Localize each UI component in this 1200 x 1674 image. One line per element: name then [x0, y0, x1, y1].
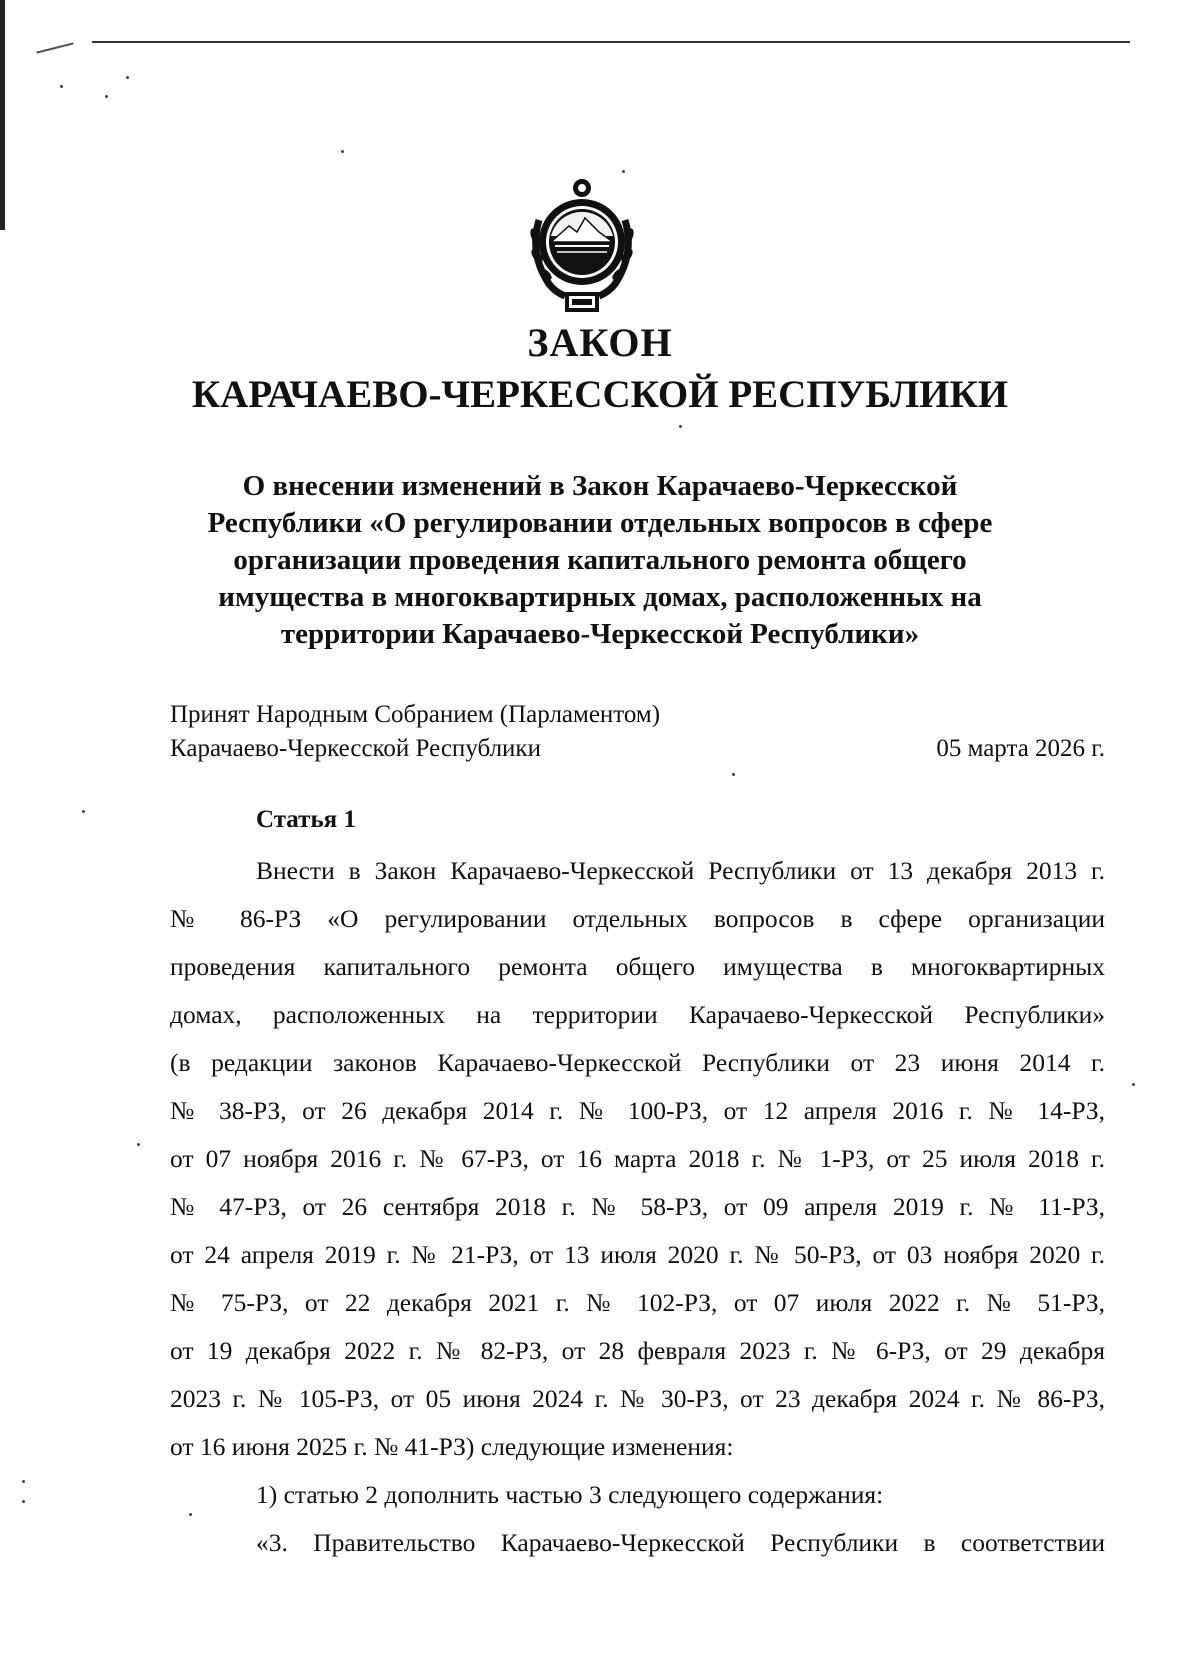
- article-item-1: 1) статью 2 дополнить частью 3 следующего содержания:: [256, 1480, 884, 1509]
- adoption-date: 05 марта 2026 г.: [936, 735, 1105, 762]
- scan-speck: [22, 1500, 25, 1503]
- scan-speck: [82, 810, 85, 813]
- scan-speck: [341, 150, 344, 153]
- subject-line: имущества в многоквартирных домах, расположенных на: [218, 581, 982, 613]
- article-quote-start: «3. Правительство Карачаево-Черкесской Республики в соответствии: [256, 1528, 1105, 1557]
- article-line: от 16 июня 2025 г. № 41-РЗ) следующие изменения:: [170, 1432, 734, 1461]
- subject-line: О внесении изменений в Закон Карачаево-Черкесской: [242, 470, 958, 502]
- article-line: (в редакции законов Карачаево-Черкесской Республики от 23 июня 2014 г.: [170, 1048, 1105, 1077]
- scan-speck: [22, 1480, 25, 1483]
- adoption-line-1: Принят Народным Собранием (Парламентом): [170, 701, 661, 728]
- article-line: № 38-РЗ, от 26 декабря 2014 г. № 100-РЗ, от 12 апреля 2016 г. № 14-РЗ,: [170, 1096, 1105, 1125]
- scan-speck: [105, 95, 108, 98]
- scan-speck: [622, 170, 625, 173]
- scan-mark: [36, 42, 73, 53]
- article-line: Внести в Закон Карачаево-Черкесской Республики от 13 декабря 2013 г.: [256, 856, 1105, 885]
- adoption-row: [170, 698, 1105, 732]
- article-line: от 07 ноября 2016 г. № 67-РЗ, от 16 марта 2018 г. № 1-РЗ, от 25 июля 2018 г.: [170, 1144, 1105, 1173]
- scan-speck: [126, 76, 129, 79]
- scan-speck: [1132, 1083, 1135, 1086]
- scan-speck: [60, 85, 63, 88]
- subject-line: Республики «О регулировании отдельных вопросов в сфере: [207, 507, 993, 539]
- coat-of-arms-emblem: [525, 176, 639, 316]
- subject-line: организации проведения капитального ремонта общего: [233, 544, 967, 576]
- top-rule: [92, 41, 1130, 43]
- adoption-line-2: Карачаево-Черкесской Республики: [170, 735, 541, 762]
- article-title: Статья 1: [256, 806, 356, 833]
- article-line: от 24 апреля 2019 г. № 21-РЗ, от 13 июля 2020 г. № 50-РЗ, от 03 ноября 2020 г.: [170, 1240, 1105, 1269]
- scan-edge: [0, 0, 5, 230]
- article-line: № 47-РЗ, от 26 сентября 2018 г. № 58-РЗ, от 09 апреля 2019 г. № 11-РЗ,: [170, 1192, 1105, 1221]
- article-line: 2023 г. № 105-РЗ, от 05 июня 2024 г. № 30-РЗ, от 23 декабря 2024 г. № 86-РЗ,: [170, 1384, 1105, 1413]
- document-type-title: ЗАКОН: [527, 320, 673, 365]
- article-body: [170, 847, 1105, 1567]
- adoption-block: [170, 698, 1105, 766]
- article-line: № 86-РЗ «О регулировании отдельных вопросов в сфере организации: [170, 904, 1105, 933]
- scan-speck: [679, 425, 682, 428]
- scan-speck: [732, 773, 735, 776]
- adoption-row: [170, 732, 1105, 766]
- article-line: № 75-РЗ, от 22 декабря 2021 г. № 102-РЗ, от 07 июля 2022 г. № 51-РЗ,: [170, 1288, 1105, 1317]
- subject-line: территории Карачаево-Черкесской Республики»: [280, 618, 920, 650]
- law-subject-title: [160, 468, 1040, 653]
- issuer-title: КАРАЧАЕВО-ЧЕРКЕССКОЙ РЕСПУБЛИКИ: [191, 373, 1009, 416]
- scan-speck: [137, 1143, 140, 1146]
- article-line: домах, расположенных на территории Карачаево-Черкесской Республики»: [170, 1000, 1105, 1029]
- article-line: проведения капитального ремонта общего имущества в многоквартирных: [170, 952, 1105, 981]
- article-line: от 19 декабря 2022 г. № 82-РЗ, от 28 февраля 2023 г. № 6-РЗ, от 29 декабря: [170, 1336, 1105, 1365]
